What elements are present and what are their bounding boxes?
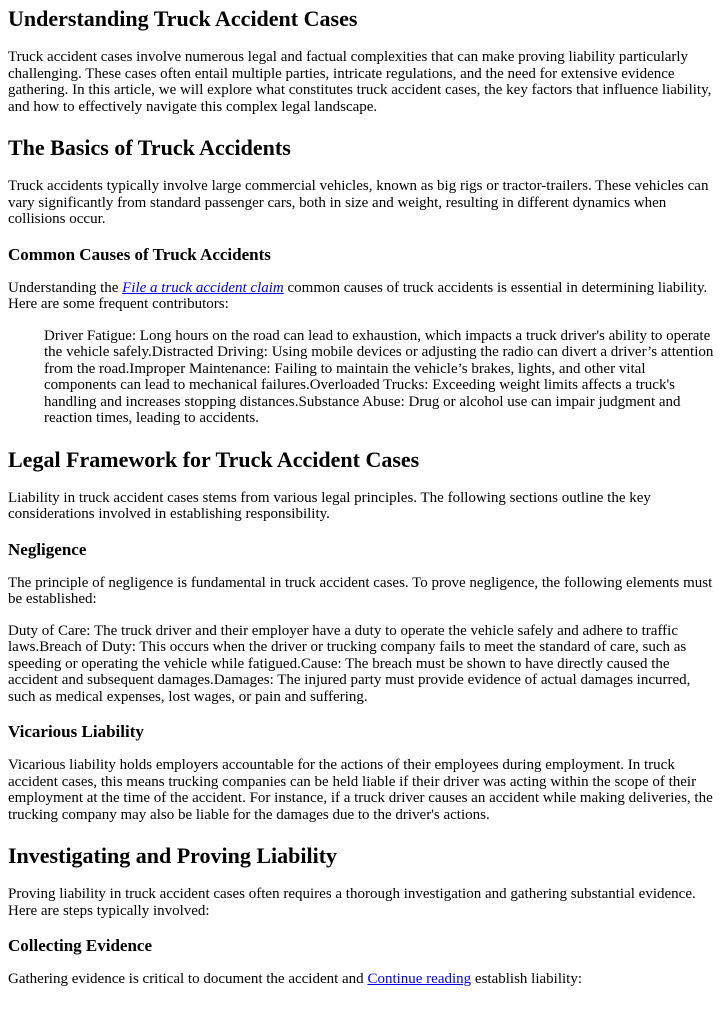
intro-paragraph: Truck accident cases involve numerous legal and factual complexities that can make proving liability particularly challenging. These cases often entail multiple parties, intricate regulations, and the need for extensive evidence gathering. In this article, we will explore what constitutes truck accident cases, the key factors that influence liability, and how to effectively navigate this complex legal landscape. xyxy=(8,49,712,115)
causes-text-before: Understanding the xyxy=(8,279,123,296)
investigating-heading: Investigating and Proving Liability xyxy=(8,843,338,868)
page-title: Understanding Truck Accident Cases xyxy=(8,6,358,31)
negligence-elements: Duty of Care: The truck driver and their employer have a duty to operate the vehicle safely and adhere to traffic laws.Breach of Duty: This occurs when the driver or trucking company fails to meet the standard of care, such as speeding or operating the vehicle while fatigued.Cause: The breach must be shown to have directly caused the accident and subsequent damages.Damages: The injured party must provide evidence of actual damages incurred, such as medical expenses, lost wages, or pain and suffering. xyxy=(8,622,691,705)
basics-heading: The Basics of Truck Accidents xyxy=(8,135,291,160)
legal-heading: Legal Framework for Truck Accident Cases xyxy=(8,446,420,472)
causes-heading: Common Causes of Truck Accidents xyxy=(8,244,271,264)
basics-paragraph: Truck accidents typically involve large commercial vehicles, known as big rigs or tractor-trailers. These vehicles can vary significantly from standard passenger cars, both in size and weight, resulting in different dynamics when collisions occur. xyxy=(8,178,709,227)
investigating-paragraph: Proving liability in truck accident cases often requires a thorough investigation and gathering substantial evidence. Here are steps typically involved: xyxy=(8,886,696,919)
vicarious-paragraph: Vicarious liability holds employers accountable for the actions of their employees during employment. In truck accident cases, this means trucking companies can be held liable if their driver was acting within the scope of their employment at the time of the accident. For instance, if a truck driver causes an accident while making deliveries, the trucking company may also be liable for the damages due to the driver's actions. xyxy=(8,757,713,823)
negligence-paragraph: The principle of negligence is fundamental in truck accident cases. To prove negligence, the following elements must be established: xyxy=(8,574,713,607)
negligence-heading: Negligence xyxy=(8,539,87,559)
evidence-text-before: Gathering evidence is critical to document the accident and xyxy=(8,971,368,987)
article xyxy=(0,6,720,988)
legal-paragraph: Liability in truck accident cases stems from various legal principles. The following sections outline the key considerations involved in establishing responsibility. xyxy=(8,489,651,522)
evidence-heading: Collecting Evidence xyxy=(8,936,153,955)
causes-list: Driver Fatigue: Long hours on the road can lead to exhaustion, which impacts a truck driver's ability to operate the vehicle safely.Distracted Driving: Using mobile devices or adjusting the radio can divert a driver’s attention from the road.Improper Maintenance: Failing to maintain the vehicle’s brakes, lights, and other vital components can lead to mechanical failures.Overloaded Trucks: Exceeding weight limits affects a truck's handling and increases stopping distances.Substance Abuse: Drug or alcohol use can impair judgment and reaction times, leading to accidents. xyxy=(44,327,714,426)
continue-reading-link[interactable]: Continue reading xyxy=(367,971,472,987)
evidence-paragraph xyxy=(8,971,714,988)
file-claim-link[interactable]: File a truck accident claim xyxy=(122,279,284,296)
vicarious-heading: Vicarious Liability xyxy=(8,722,144,741)
causes-text-after: common causes of truck accidents is essential in determining liability. Here are some frequent contributors: xyxy=(8,279,708,312)
causes-paragraph xyxy=(8,280,714,313)
evidence-text-after: establish liability: xyxy=(471,971,582,987)
